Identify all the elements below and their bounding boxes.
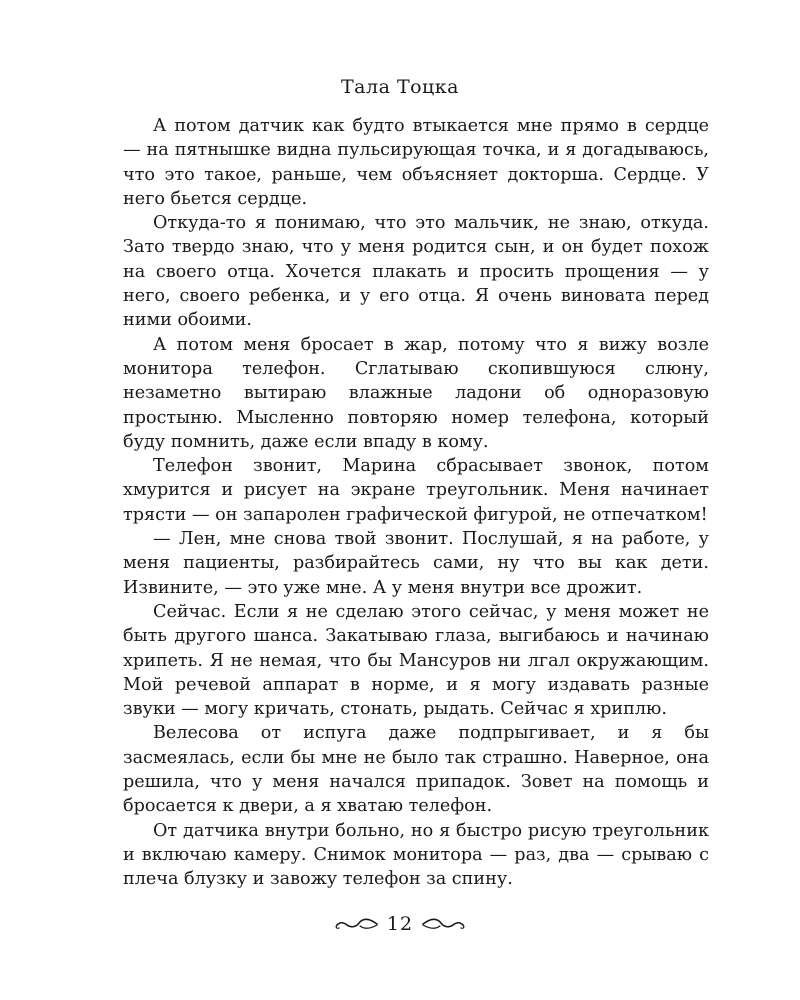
paragraph-4: Телефон звонит, Марина сбрасывает звонок, потом хмурится и рисует на экране треугольник. Меня начинает трясти — он запаролен графической фигурой, не отпечатком! bbox=[123, 456, 709, 525]
body-text bbox=[123, 114, 709, 892]
paragraph-3: А потом меня бросает в жар, потому что я вижу возле монитора телефон. Сглатываю скопившуюся слюну, незаметно вытираю влажные ладони об одноразовую простыню. Мысленно повторяю номер телефона, который буду помнить, даже если впаду в кому. bbox=[123, 334, 709, 452]
page-footer bbox=[0, 913, 800, 935]
paragraph-6: Сейчас. Если я не сделаю этого сейчас, у меня может не быть другого шанса. Закатываю глаза, выгибаюсь и начинаю хрипеть. Я не немая, что бы Мансуров ни лгал окружающим. Мой речевой аппарат в норме, и я могу издавать разные звуки — могу кричать, стонать, рыдать. Сейчас я хриплю. bbox=[123, 601, 709, 720]
paragraph-5: — Лен, мне снова твой звонит. Послушай, я на работе, у меня пациенты, разбирайтесь сами, ну что вы как дети. Извините, — это уже мне. А у меня внутри все дрожит. bbox=[123, 529, 709, 598]
paragraph-1: А потом датчик как будто втыкается мне прямо в сердце — на пятнышке видна пульсирующая точка, и я догадываюсь, что это такое, раньше, чем объясняет докторша. Сердце. У него бьется сердце. bbox=[123, 116, 709, 209]
right-flourish-icon bbox=[421, 916, 467, 932]
left-flourish-icon bbox=[333, 916, 379, 932]
running-title: Тала Тоцка bbox=[341, 76, 459, 98]
paragraph-8: От датчика внутри больно, но я быстро рисую треугольник и включаю камеру. Снимок монитора — раз, два — срываю с плеча блузку и завожу телефон за спину. bbox=[123, 820, 709, 890]
paragraph-2: Откуда-то я понимаю, что это мальчик, не знаю, откуда. Зато твердо знаю, что у меня родится сын, и он будет похож на своего отца. Хочется плакать и просить прощения — у него, своего ребенка, и у его отца. Я очень виновата перед ними обоими. bbox=[123, 213, 709, 331]
paragraph-7: Велесова от испуга даже подпрыгивает, и я бы засмеялась, если бы мне не было так страшно. Наверное, она решила, что у меня начался припадок. Зовет на помощь и бросается к двери, а я хватаю телефон. bbox=[123, 723, 709, 817]
page-number: 12 bbox=[386, 913, 414, 935]
